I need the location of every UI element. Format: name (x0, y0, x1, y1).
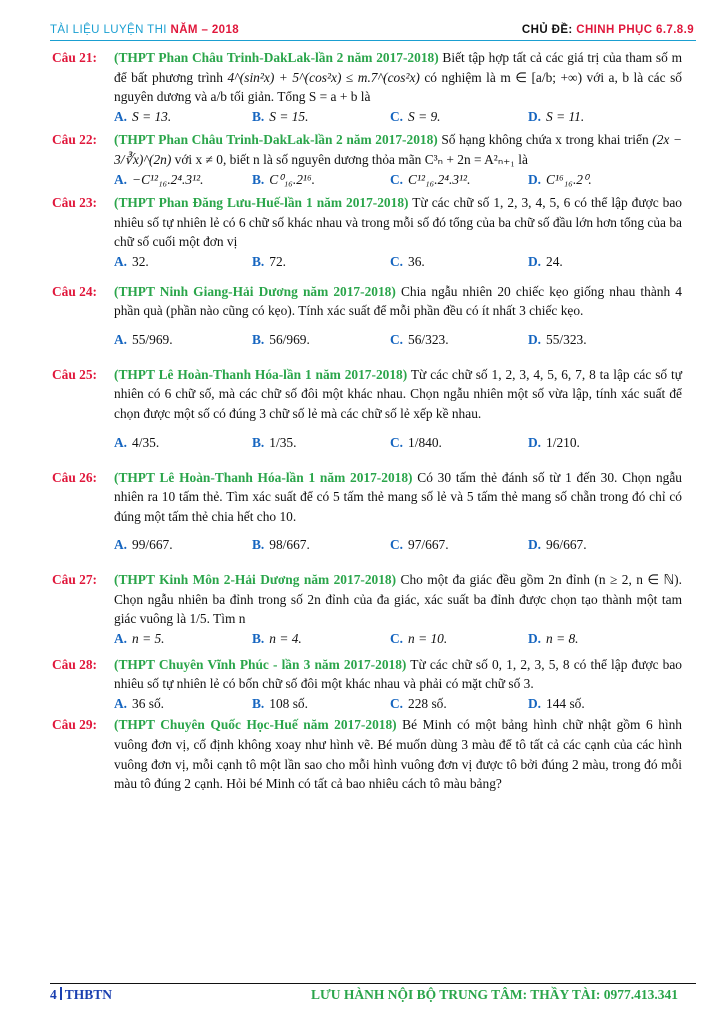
option-d[interactable] (528, 252, 666, 272)
question-text: Số hạng không chứa x trong khai triển (437, 132, 653, 148)
option-value: 32. (132, 253, 149, 269)
option-b[interactable] (252, 629, 390, 649)
question-text: Có 30 tấm thẻ đánh số từ 1 đến 30. Chọn ngẫu nhiên ra 10 tấm thẻ. Tìm xác suất để có 5 tấm thẻ mang số lẻ và 5 tấm thẻ mang số chẵn trong đó chỉ có đúng một tấm thẻ chia hết cho 10. (114, 469, 683, 524)
question-25 (52, 365, 682, 424)
option-letter: C. (390, 108, 404, 124)
header-year: NĂM – 2018 (170, 24, 240, 36)
option-d[interactable] (528, 170, 666, 190)
option-letter: B. (252, 253, 265, 269)
question-math: (2x − 3/∛x)^(2n) (114, 132, 683, 167)
question-text: với x ≠ 0, biết n là số nguyên dương thỏa mãn C³ₙ + 2n = A²ₙ₊₁ là (171, 151, 528, 167)
options-22 (52, 170, 682, 190)
option-value: 144 số. (546, 695, 585, 711)
question-source: (THPT Kinh Môn 2-Hải Dương năm 2017-2018) (114, 572, 397, 588)
option-value: C¹²₁₆.2⁴.3¹². (408, 171, 471, 187)
question-list (52, 48, 682, 794)
option-a[interactable] (114, 629, 252, 649)
question-body (114, 655, 682, 694)
option-letter: A. (114, 331, 128, 347)
option-value: 56/323. (408, 331, 449, 347)
option-letter: C. (390, 331, 404, 347)
option-b[interactable] (252, 107, 390, 127)
question-text: có nghiệm là m ∈ [a/b; +∞) với a, b là các số nguyên dương và a/b tối giản. Tổng S = a + b là (114, 69, 682, 105)
footer-brand: THBTN (64, 987, 113, 1002)
question-body (114, 130, 682, 169)
question-body (114, 468, 682, 527)
question-source: (THPT Phan Châu Trinh-DakLak-lần 2 năm 2017-2018) (114, 50, 439, 65)
option-value: 99/667. (132, 537, 173, 553)
header-topic-label: CHỦ ĐỀ: (521, 24, 577, 36)
option-value: 96/667. (546, 537, 587, 553)
option-value: S = 13. (132, 108, 172, 124)
option-letter: C. (390, 171, 404, 187)
question-text: Chia ngẫu nhiên 20 chiếc kẹo giống nhau thành 4 phần quà (phần nào cũng có kẹo). Tính xác suất để mỗi phần đều có ít nhất 3 chiếc kẹo. (114, 283, 682, 319)
question-text: Từ các chữ số 1, 2, 3, 4, 5, 6 có thể lập được bao nhiêu số tự nhiên lẻ có 6 chữ số khác nhau và trong mỗi số đó tổng của ba chữ số đầu lớn hơn tổng của ba chữ số cuối một đơn vị (114, 195, 683, 250)
option-value: C¹⁶₁₆.2⁰. (546, 171, 592, 187)
option-value: S = 11. (546, 108, 585, 124)
question-body (114, 715, 682, 793)
option-letter: D. (528, 331, 542, 347)
question-source: (THPT Lê Hoàn-Thanh Hóa-lần 1 năm 2017-2018) (114, 469, 413, 485)
option-value: n = 4. (269, 631, 302, 647)
option-d[interactable] (528, 526, 666, 564)
header-divider (50, 40, 696, 41)
option-letter: D. (528, 108, 542, 124)
option-letter: B. (252, 631, 265, 647)
question-22 (52, 130, 682, 169)
question-text: Từ các chữ số 0, 1, 2, 3, 5, 8 có thể lập được bao nhiêu số tự nhiên lẻ có bốn chữ số đôi một khác nhau và phải có mặt chữ số 3. (114, 656, 683, 692)
option-c[interactable] (390, 629, 528, 649)
question-28 (52, 655, 682, 694)
option-letter: C. (390, 434, 404, 450)
options-21 (52, 107, 682, 127)
page-number: 4 (50, 987, 57, 1002)
question-body (114, 48, 682, 107)
option-letter: A. (114, 171, 128, 187)
option-value: 97/667. (408, 537, 449, 553)
question-number: Câu 24: (52, 283, 98, 299)
question-number: Câu 28: (52, 656, 98, 672)
options-23 (52, 252, 682, 272)
option-value: C⁰₁₆.2¹⁶. (269, 171, 315, 187)
option-value: 55/323. (546, 331, 587, 347)
option-b[interactable] (252, 694, 390, 714)
footer-left (50, 987, 112, 1003)
option-c[interactable] (390, 424, 528, 462)
option-value: 24. (546, 253, 563, 269)
option-letter: D. (528, 537, 542, 553)
question-26 (52, 468, 682, 527)
option-c[interactable] (390, 526, 528, 564)
question-29 (52, 715, 682, 793)
question-text: Bé Minh có một bảng hình chữ nhật gồm 6 hình vuông đơn vị, cố định không xoay như hình vẽ. Bé muốn dùng 3 màu để tô tất cả các cạnh của các hình vuông đơn vị, mỗi cạnh tô một lần sao cho mỗi hình vuông đơn vị được tô bởi đúng 2 màu, trong đó mỗi màu tô đúng 2 cạnh. Hỏi bé Minh có tất cả bao nhiêu cách tô màu bảng? (114, 717, 683, 792)
option-a[interactable] (114, 107, 252, 127)
option-letter: D. (528, 171, 542, 187)
option-letter: B. (252, 108, 265, 124)
question-21 (52, 48, 682, 107)
question-source: (THPT Chuyên Vĩnh Phúc - lần 3 năm 2017-2018) (114, 656, 407, 672)
option-letter: B. (252, 171, 265, 187)
option-letter: C. (390, 631, 404, 647)
question-source: (THPT Phan Đăng Lưu-Huế-lần 1 năm 2017-2018) (114, 195, 409, 211)
option-value: 1/210. (546, 434, 580, 450)
question-24 (52, 282, 682, 321)
question-body (114, 570, 682, 629)
option-letter: A. (114, 253, 128, 269)
option-value: 56/969. (269, 331, 310, 347)
page-header (50, 20, 694, 42)
option-value: 72. (269, 253, 287, 269)
footer-contact: LƯU HÀNH NỘI BỘ TRUNG TÂM: THẦY TÀI: 0977.413.341 (310, 987, 678, 1002)
option-letter: C. (390, 695, 404, 711)
option-value: 1/35. (269, 434, 297, 450)
question-text: Biết tập hợp tất cả các giá trị của tham số m để bất phương trình (114, 50, 682, 85)
option-d[interactable] (528, 321, 666, 359)
option-value: 98/667. (269, 537, 310, 553)
page-footer (50, 987, 696, 1005)
option-letter: D. (528, 695, 542, 711)
header-series-label: TÀI LIỆU LUYỆN THI (50, 24, 171, 36)
option-d[interactable] (528, 107, 666, 127)
option-a[interactable] (114, 526, 252, 564)
option-d[interactable] (528, 424, 666, 462)
option-letter: B. (252, 695, 265, 711)
question-source: (THPT Ninh Giang-Hải Dương năm 2017-2018) (114, 283, 396, 299)
option-c[interactable] (390, 252, 528, 272)
option-letter: A. (114, 108, 128, 124)
option-letter: B. (252, 331, 265, 347)
header-left (50, 24, 239, 36)
options-24 (52, 321, 682, 359)
option-value: n = 8. (546, 631, 579, 647)
option-a[interactable] (114, 321, 252, 359)
option-letter: B. (252, 434, 265, 450)
header-topic: CHINH PHỤC 6.7.8.9 (576, 24, 694, 36)
question-math: 4^(sin²x) + 5^(cos²x) ≤ m.7^(cos²x) (227, 69, 420, 85)
option-c[interactable] (390, 170, 528, 190)
option-c[interactable] (390, 694, 528, 714)
options-25 (52, 424, 682, 462)
question-23 (52, 193, 682, 252)
option-letter: D. (528, 631, 542, 647)
option-c[interactable] (390, 321, 528, 359)
question-number: Câu 27: (52, 572, 98, 588)
question-number: Câu 21: (52, 50, 98, 65)
option-d[interactable] (528, 629, 666, 649)
option-c[interactable] (390, 107, 528, 127)
question-number: Câu 22: (52, 132, 98, 148)
option-value: 228 số. (408, 695, 447, 711)
option-letter: A. (114, 631, 128, 647)
option-b[interactable] (252, 526, 390, 564)
option-value: 36 số. (132, 695, 165, 711)
option-value: 36. (408, 253, 425, 269)
option-d[interactable] (528, 694, 666, 714)
question-source: (THPT Phan Châu Trinh-DakLak-lần 2 năm 2017-2018) (114, 132, 438, 148)
option-b[interactable] (252, 252, 390, 272)
option-letter: A. (114, 695, 128, 711)
question-number: Câu 26: (52, 469, 98, 485)
question-number: Câu 25: (52, 366, 98, 382)
option-value: 108 số. (269, 695, 308, 711)
footer-separator (60, 987, 62, 1000)
option-letter: D. (528, 434, 542, 450)
question-text: Cho một đa giác đều gồm 2n đỉnh (n ≥ 2, n ∈ ℕ). Chọn ngẫu nhiên ba đỉnh trong số 2n đỉnh của đa giác, xác suất ba đỉnh được chọn tạo thành một tam giác vuông là 1/5. Tìm n (114, 572, 682, 627)
option-value: −C¹²₁₆.2⁴.3¹². (132, 171, 204, 187)
option-letter: A. (114, 537, 128, 553)
footer-divider (50, 983, 696, 984)
option-value: n = 5. (132, 631, 165, 647)
option-letter: B. (252, 537, 265, 553)
header-right (522, 24, 694, 36)
option-value: n = 10. (408, 631, 448, 647)
question-27 (52, 570, 682, 629)
question-source: (THPT Chuyên Quốc Học-Huế năm 2017-2018) (114, 717, 397, 733)
option-value: 1/840. (408, 434, 442, 450)
question-body (114, 282, 682, 321)
option-letter: C. (390, 253, 404, 269)
question-body (114, 193, 682, 252)
option-value: 55/969. (132, 331, 173, 347)
question-body (114, 365, 682, 424)
option-b[interactable] (252, 321, 390, 359)
option-letter: A. (114, 434, 128, 450)
question-number: Câu 29: (52, 717, 98, 733)
option-b[interactable] (252, 424, 390, 462)
option-value: S = 15. (269, 108, 309, 124)
options-27 (52, 629, 682, 649)
option-value: 4/35. (132, 434, 160, 450)
option-value: S = 9. (408, 108, 441, 124)
options-26 (52, 526, 682, 564)
question-source: (THPT Lê Hoàn-Thanh Hóa-lần 1 năm 2017-2018) (114, 366, 408, 382)
option-a[interactable] (114, 252, 252, 272)
options-28 (52, 694, 682, 714)
option-letter: C. (390, 537, 404, 553)
option-a[interactable] (114, 424, 252, 462)
option-b[interactable] (252, 170, 390, 190)
option-a[interactable] (114, 694, 252, 714)
option-a[interactable] (114, 170, 252, 190)
option-letter: D. (528, 253, 542, 269)
question-text: Từ các chữ số 1, 2, 3, 4, 5, 6, 7, 8 ta lập các số tự nhiên có 6 chữ số, mà các chữ số đôi một khác nhau. Chọn ngẫu nhiên một số vừa lập, tính xác suất để chọn được một số có đúng 3 chữ số lẻ mà các chữ số lẻ xếp kề nhau. (114, 366, 682, 421)
question-number: Câu 23: (52, 195, 98, 211)
